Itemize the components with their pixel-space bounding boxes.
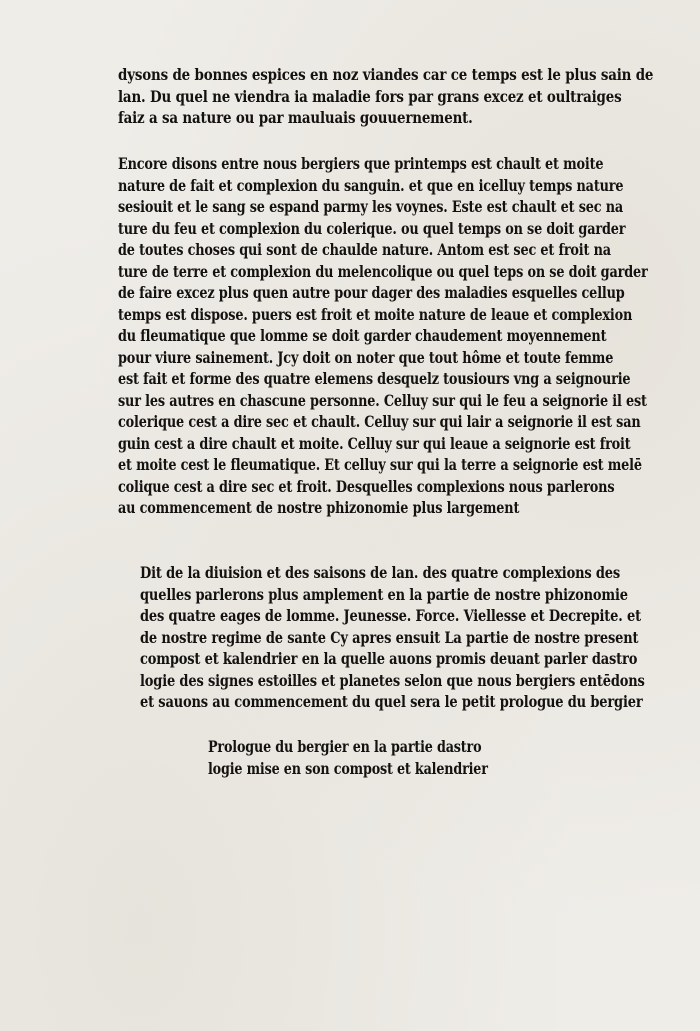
text-line: ture de terre et complexion du melencolique ou quel teps on se doit garder bbox=[118, 261, 648, 281]
text-line: est fait et forme des quatre elemens desquelz tousiours vng a seignourie bbox=[118, 369, 631, 388]
text-line: Dit de la diuision et des saisons de lan. des quatre complexions des bbox=[140, 563, 621, 582]
text-line: et sauons au commencement du quel sera le petit prologue du bergier bbox=[140, 692, 643, 711]
text-line: des quatre eages de lomme. Jeunesse. Force. Viellesse et Decrepite. et bbox=[140, 606, 641, 625]
text-line: dysons de bonnes espices en noz viandes car ce temps est le plus sain de bbox=[118, 65, 654, 84]
text-line: Encore disons entre nous bergiers que printemps est chault et moite bbox=[118, 154, 604, 173]
text-line: colerique cest a dire sec et chault. Celluy sur qui lair a seignorie il est san bbox=[118, 412, 641, 431]
paragraph-3 bbox=[140, 562, 700, 713]
text-line: colique cest a dire sec et froit. Desquelles complexions nous parlerons bbox=[118, 476, 615, 496]
text-line: logie des signes estoilles et planetes selon que nous bergiers entēdons bbox=[140, 670, 645, 690]
text-line: nature de fait et complexion du sanguin. et que en icelluy temps nature bbox=[118, 175, 624, 195]
text-line: et moite cest le fleumatique. Et celluy sur qui la terre a seignorie est melē bbox=[118, 455, 642, 474]
text-line: compost et kalendrier en la quelle auons promis deuant parler dastro bbox=[140, 649, 638, 668]
paragraph-2 bbox=[118, 153, 700, 519]
text-line: sur les autres en chascune personne. Celluy sur qui le feu a seignorie il est bbox=[118, 390, 647, 410]
text-line: sesiouit et le sang se espand parmy les voynes. Este est chault et sec na bbox=[118, 197, 624, 216]
text-line: guin cest a dire chault et moite. Celluy sur qui leaue a seignorie est froit bbox=[118, 433, 631, 453]
text-line: quelles parlerons plus amplement en la partie de nostre phizonomie bbox=[140, 584, 628, 604]
text-line: de nostre regime de sante Cy apres ensuit La partie de nostre present bbox=[140, 627, 639, 647]
text-line: de toutes choses qui sont de chaulde nature. Antom est sec et froit na bbox=[118, 240, 611, 259]
text-line: du fleumatique que lomme se doit garder chaudement moyennement bbox=[118, 326, 607, 345]
text-line: de faire excez plus quen autre pour dager des maladies esquelles cellup bbox=[118, 283, 625, 302]
prologue-heading bbox=[208, 736, 549, 779]
heading-line: Prologue du bergier en la partie dastro bbox=[208, 737, 482, 756]
text-line: faiz a sa nature ou par mauluais gouuernement. bbox=[118, 108, 473, 127]
text-line: au commencement de nostre phizonomie plus largement bbox=[118, 498, 520, 517]
heading-line: logie mise en son compost et kalendrier bbox=[208, 758, 488, 778]
text-line: ture du feu et complexion du colerique. ou quel temps on se doit garder bbox=[118, 218, 626, 238]
text-line: temps est dispose. puers est froit et moite nature de leaue et complexion bbox=[118, 304, 633, 324]
paragraph-1 bbox=[118, 64, 700, 129]
text-line: pour viure sainement. Jcy doit on noter que tout hôme et toute femme bbox=[118, 347, 614, 367]
text-line: lan. Du quel ne viendra ia maladie fors par grans excez et oultraiges bbox=[118, 86, 622, 106]
